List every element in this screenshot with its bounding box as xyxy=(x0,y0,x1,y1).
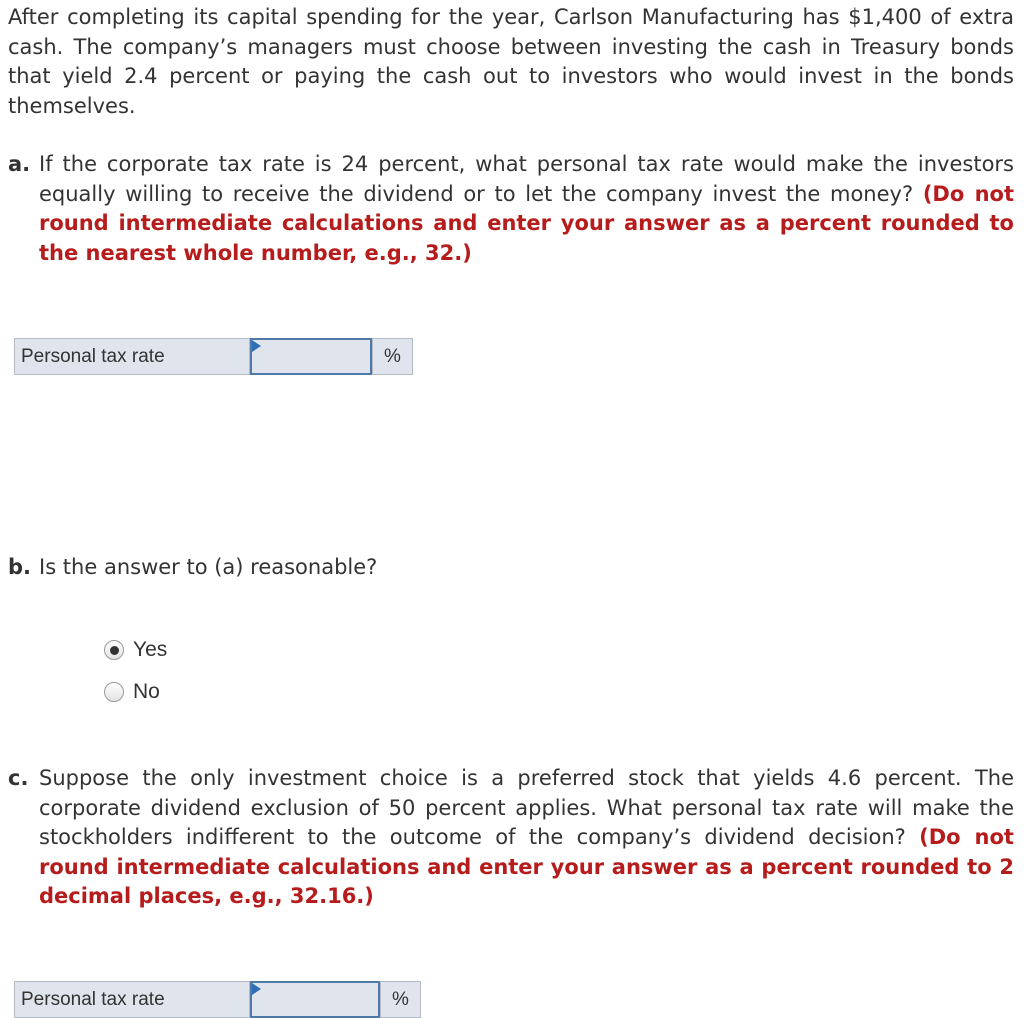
answer-c-input-wrap xyxy=(250,981,380,1018)
question-c-letter: c. xyxy=(8,766,29,790)
answer-c-unit: % xyxy=(380,981,421,1018)
question-b xyxy=(8,553,1014,583)
question-c-instruction: (Do not round intermediate calculations and enter your answer as a percent rounded to 2 decimal places, e.g., 32.16.) xyxy=(39,825,1014,909)
option-yes-label: Yes xyxy=(133,638,168,661)
question-a xyxy=(8,150,1014,268)
question-a-text xyxy=(39,150,1014,268)
answer-a-unit: % xyxy=(372,338,413,375)
question-c-body: Suppose the only investment choice is a preferred stock that yields 4.6 percent. The corporate dividend exclusion of 50 percent applies. What personal tax rate will make the stockholders indifferent to the outcome of the company’s dividend decision? xyxy=(39,766,1014,850)
option-yes[interactable] xyxy=(104,638,167,662)
question-c-text xyxy=(39,764,1014,912)
question-c xyxy=(8,764,1014,912)
option-no-label: No xyxy=(133,680,160,703)
radio-yes-icon[interactable] xyxy=(104,640,124,660)
question-b-text: Is the answer to (a) reasonable? xyxy=(39,555,378,579)
answer-c-input[interactable] xyxy=(250,981,380,1018)
answer-c-label: Personal tax rate xyxy=(14,981,250,1018)
radio-no-icon[interactable] xyxy=(104,682,124,702)
answer-row-c xyxy=(14,981,421,1018)
answer-row-a xyxy=(14,338,413,375)
question-a-instruction: (Do not round intermediate calculations and enter your answer as a percent rounded to the nearest whole number, e.g., 32.) xyxy=(39,181,1014,265)
answer-a-input-wrap xyxy=(250,338,372,375)
intro-paragraph: After completing its capital spending for the year, Carlson Manufacturing has $1,400 of extra cash. The company’s managers must choose between investing the cash in Treasury bonds that yield 2.4 percent or paying the cash out to investors who would invest in the bonds themselves. xyxy=(8,5,1014,118)
question-a-letter: a. xyxy=(8,152,31,176)
option-no[interactable] xyxy=(104,680,160,704)
question-a-body: If the corporate tax rate is 24 percent, what personal tax rate would make the investors equally willing to receive the dividend or to let the company invest the money? xyxy=(39,152,1014,206)
question-b-letter: b. xyxy=(8,555,32,579)
answer-a-label: Personal tax rate xyxy=(14,338,250,375)
answer-a-input[interactable] xyxy=(250,338,372,375)
